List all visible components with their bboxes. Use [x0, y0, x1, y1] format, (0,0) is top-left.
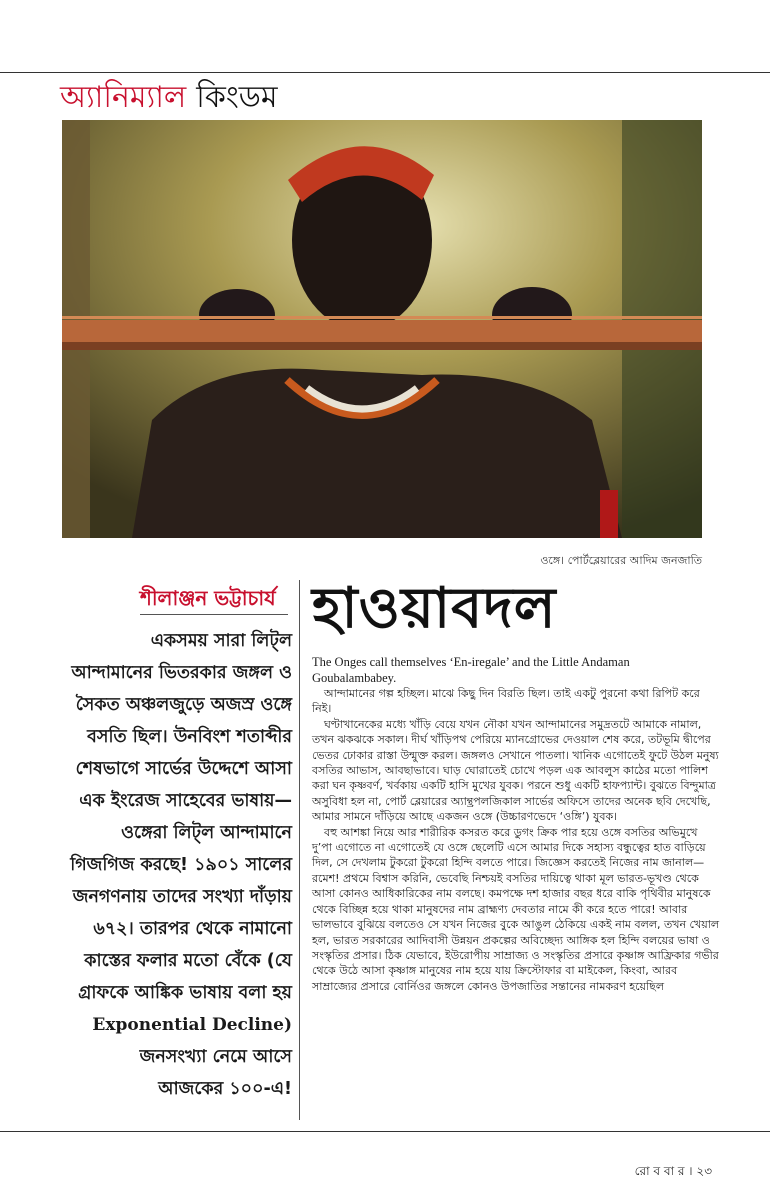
- lead-end: জনসংখ্যা নেমে আসে আজকের ১০০-এ!: [139, 1047, 292, 1099]
- photo-caption: ওঙ্গে। পোর্টব্লেয়ারের আদিম জনজাতি: [540, 554, 702, 567]
- intro-english: The Onges call themselves ‘En-iregale’ and the Little Andaman Goubalambabey.: [312, 655, 630, 685]
- top-rule: [0, 72, 770, 73]
- body-paragraph: আন্দামানের গল্প হচ্ছিল। মাঝে কিছু দিন বিরতি ছিল। তাই একটু পুরনো কথা রিপিট করে নিই।: [312, 687, 700, 716]
- section-header-part2: কিংডম: [196, 80, 278, 115]
- body-paragraph: বহু আশঙ্কা নিয়ে আর শারীরিক কসরত করে ডুগং ক্রিক পার হয়ে ওঙ্গে বসতির অভিমুখে দু’পা এগোতে না এগোতেই যে ওঙ্গে ছেলেটি এসে আমার দিকে সহাস্য বন্ধুত্বের হাত বাড়িয়ে দিল, সে দেখলাম টুকরো টুকরো হিন্দি বলতে পারে। জিজ্ঞেস করতেই নিজের নাম জানাল— রমেশ! প্রথমে বিশ্বাস করিনি, ভেবেছি নিশ্চয়ই বসতির দায়িত্বে থাকা মূল ভারত-ভূখণ্ড থেকে আসা কোনও আধিকারিকের নাম বলছে। কমপক্ষে দশ হাজার বছর ধরে বাকি পৃথিবীর মানুষকে থেকে বিচ্ছিন্ন হয়ে থাকা মানুষদের নাম ব্রাহ্মণ্য দেবতার নামে কী করে হতে পারে! আবার ভালভাবে বুঝিয়ে বলতেও সে যখন নিজের বুকে আঙুল ঠেকিয়ে একই নাম বলল, তখন খেয়াল হল, ভারত সরকারের আদিবাসী উন্নয়ন প্রকল্পের অবিচ্ছেদ্য আঙ্গিক হল হিন্দি বলয়ের ভাষা ও সংস্কৃতির প্রসার। ঠিক যেভাবে, ইউরোপীয় সাম্রাজ্য ও সংস্কৃতির প্রসারে কৃষ্ণাঙ্গ আফ্রিকার গভীর থেকে উঠে আসা কৃষ্ণাঙ্গ মানুষের নাম হয়ে যায় ক্রিস্টোফার বা মাইকেল, কিংবা, আরব সাম্রাজ্যের প্রসারে বোর্নিওর জঙ্গলে কোনও উপজাতির সন্তানের নামকরণ হয়েছিল: [312, 825, 720, 993]
- byline-rule: [140, 614, 288, 615]
- portrait-illustration: [62, 120, 702, 538]
- bottom-rule: [0, 1131, 770, 1132]
- column-divider: [299, 580, 300, 1120]
- body-paragraph: ঘণ্টাখানেকের মধ্যে খাঁড়ি বেয়ে যখন নৌকা যখন আন্দামানের সমুদ্রতটে আমাকে নামাল, তখন ঝকঝকে সকাল। দীর্ঘ খাঁড়িপথ পেরিয়ে ম্যানগ্রোভের দেওয়াল শেষ করে, তটভূমি দ্বীপের ভেতর ঢোকার রাস্তা উন্মুক্ত করল। জঙ্গলও সেখানে পাতলা। খানিক এগোতেই ফুটে উঠল মনুষ্য বসতির আভাস, আবছাভাবে। ঘাড় ঘোরাতেই চোখে পড়ল এক আবলুস কাঠের মতো পালিশ করা ঘন কৃষ্ণবর্ণ, খর্বকায় একটি হাসি মুখের যুবক। পরনে শুধু একটি হাফপ্যান্ট। বুঝতে বিন্দুমাত্র অসুবিধা হল না, পোর্ট ব্লেয়ারের অ্যান্থ্রপলজিকাল সার্ভের অফিসে তাদের অনেক ছবি দেখেছি, আমার সামনে দাঁড়িয়ে আছে একজন ওঙ্গে (উচ্চারণভেদে ‘ওঙ্গি’) যুবক।: [312, 717, 719, 824]
- section-header: [60, 80, 278, 116]
- feature-photo: [62, 120, 702, 538]
- byline: শীলাঞ্জন ভট্টাচার্য: [140, 586, 276, 610]
- article-body: [312, 686, 720, 994]
- folio: রো ব বা র । ২৩: [634, 1164, 712, 1178]
- section-header-part1: অ্যানিম্যাল: [60, 80, 187, 115]
- lead-english: Exponential Decline): [92, 1015, 292, 1035]
- headline: হাওয়াবদল: [312, 576, 557, 641]
- lead-text: একসময় সারা লিট্‌ল আন্দামানের ভিতরকার জঙ্গল ও সৈকত অঞ্চলজুড়ে অজস্র ওঙ্গে বসতি ছিল। উনবিংশ শতাব্দীর শেষভাগে সার্ভের উদ্দেশে আসা এক ইংরেজ সাহেবের ভাষায়— ওঙ্গেরা লিট্‌ল আন্দামানে গিজগিজ করছে! ১৯০১ সালের জনগণনায় তাদের সংখ্যা দাঁড়ায় ৬৭২। তারপর থেকে নামানো কাস্তের ফলার মতো বেঁকে (যে গ্রাফকে আঙ্কিক ভাষায় বলা হয়: [70, 631, 292, 1003]
- lead-paragraph: [70, 625, 292, 1105]
